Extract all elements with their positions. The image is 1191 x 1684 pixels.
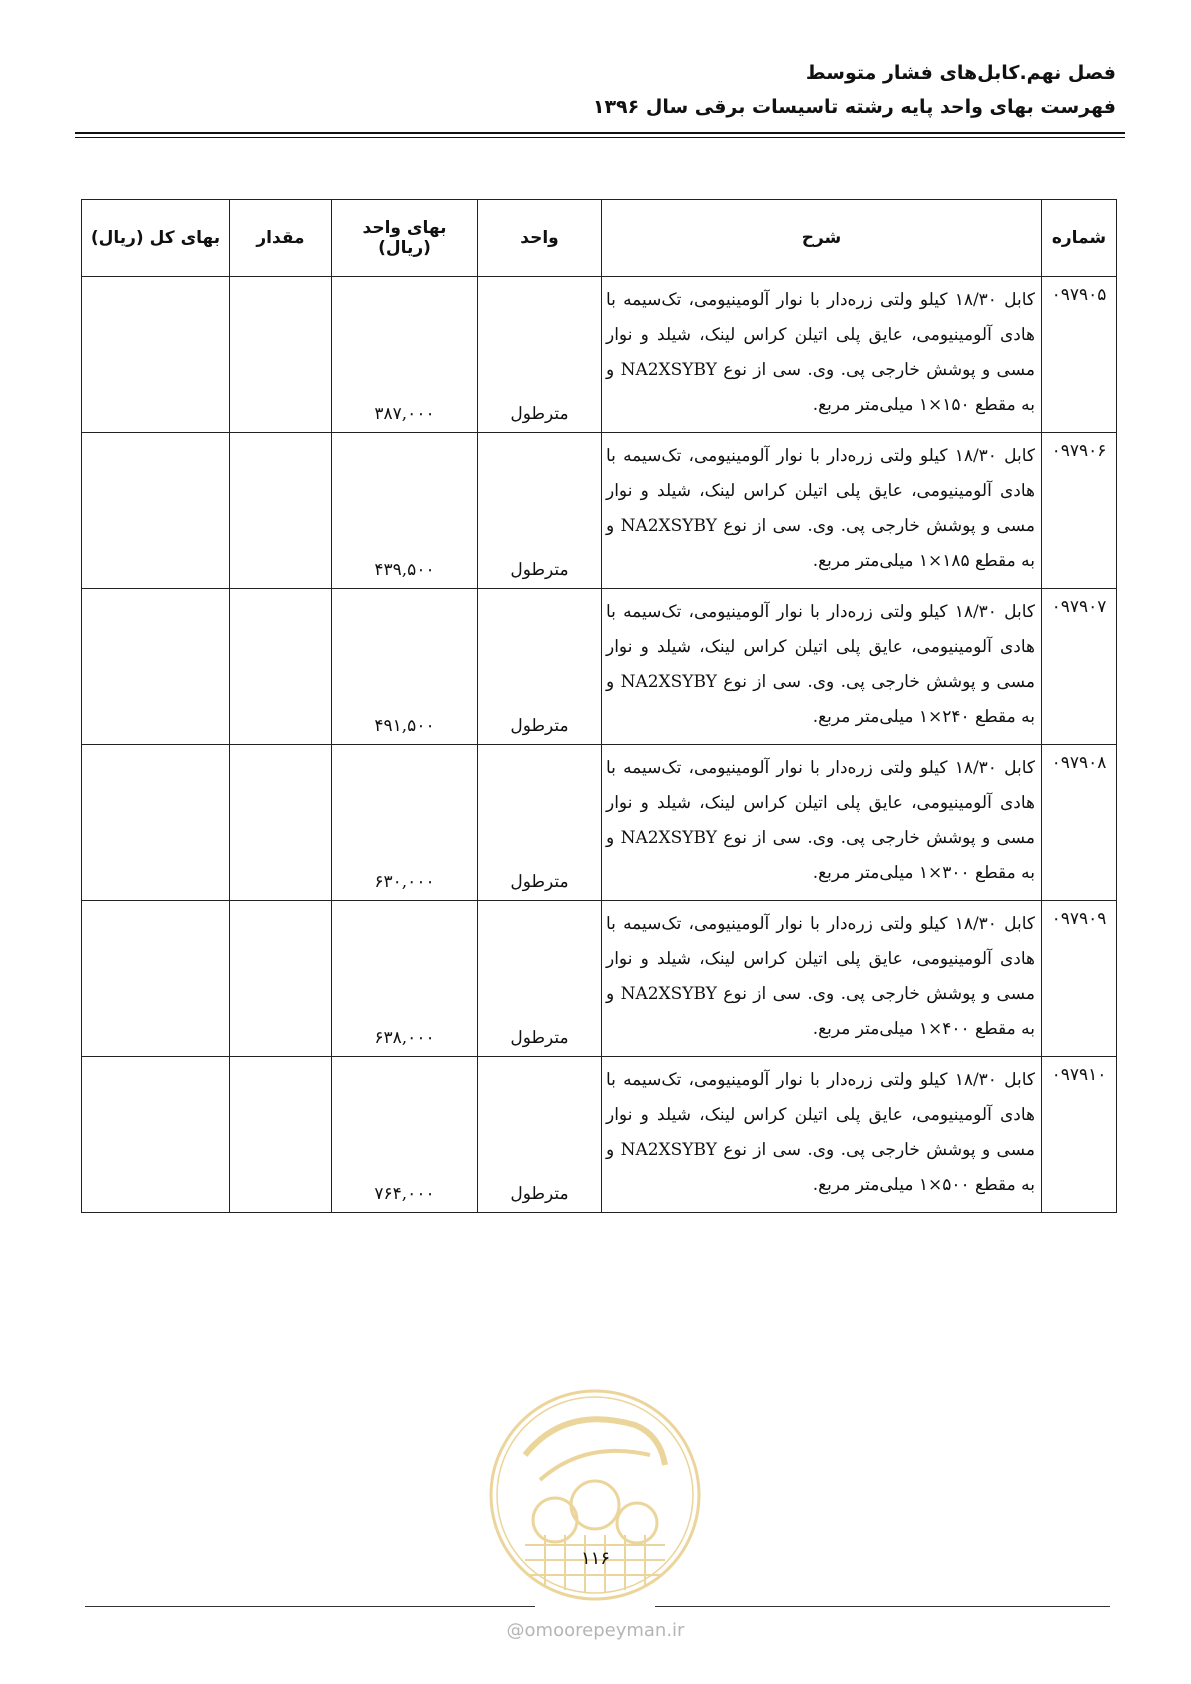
- table-row: [82, 1057, 1117, 1213]
- item-code: ۰۹۷۹۱۰: [1042, 1057, 1117, 1213]
- omoor-peyman-seal-logo: [485, 1385, 705, 1605]
- item-description-text: کابل ۱۸/۳۰ کیلو ولتی زره‌دار با نوار آلومینیومی، تک‌سیمه با هادی آلومینیومی، عایق پلی اتیلن کراس لینک، شیلد و نوار مسی و پوشش خارجی پی. وی. سی از نوع NA2XSYBY و به مقطع ۴۰۰×۱ میلی‌متر مربع.: [606, 914, 1035, 1039]
- website-watermark: @omoorepeyman.ir: [506, 1620, 685, 1641]
- table-row: [82, 277, 1117, 433]
- item-unit-price: ۳۸۷,۰۰۰: [332, 277, 478, 433]
- item-unit: مترطول: [478, 277, 602, 433]
- item-total: [82, 277, 230, 433]
- item-unit: مترطول: [478, 745, 602, 901]
- table-row: [82, 589, 1117, 745]
- column-header-unit-price: [332, 200, 478, 277]
- item-unit: مترطول: [478, 1057, 602, 1213]
- document-title: فهرست بهای واحد پایه رشته تاسیسات برقی سال ۱۳۹۶: [592, 96, 1116, 118]
- chapter-title: فصل نهم.کابل‌های فشار متوسط: [805, 62, 1116, 84]
- table-row: [82, 901, 1117, 1057]
- item-description: [602, 433, 1042, 589]
- header-rule-thin: [75, 137, 1125, 138]
- item-description: [602, 745, 1042, 901]
- item-quantity: [230, 433, 332, 589]
- item-total: [82, 901, 230, 1057]
- header-rule-thick: [75, 132, 1125, 134]
- item-description-text: کابل ۱۸/۳۰ کیلو ولتی زره‌دار با نوار آلومینیومی، تک‌سیمه با هادی آلومینیومی، عایق پلی اتیلن کراس لینک، شیلد و نوار مسی و پوشش خارجی پی. وی. سی از نوع NA2XSYBY و به مقطع ۳۰۰×۱ میلی‌متر مربع.: [606, 758, 1035, 883]
- unit-price-header-line2: (ریال): [378, 238, 431, 258]
- item-description-text: کابل ۱۸/۳۰ کیلو ولتی زره‌دار با نوار آلومینیومی، تک‌سیمه با هادی آلومینیومی، عایق پلی اتیلن کراس لینک، شیلد و نوار مسی و پوشش خارجی پی. وی. سی از نوع NA2XSYBY و به مقطع ۱۵۰×۱ میلی‌متر مربع.: [606, 290, 1035, 415]
- item-description-text: کابل ۱۸/۳۰ کیلو ولتی زره‌دار با نوار آلومینیومی، تک‌سیمه با هادی آلومینیومی، عایق پلی اتیلن کراس لینک، شیلد و نوار مسی و پوشش خارجی پی. وی. سی از نوع NA2XSYBY و به مقطع ۱۸۵×۱ میلی‌متر مربع.: [606, 446, 1035, 571]
- page-number: ۱۱۶: [580, 1548, 610, 1569]
- item-unit-price: ۶۳۸,۰۰۰: [332, 901, 478, 1057]
- item-unit-price: ۶۳۰,۰۰۰: [332, 745, 478, 901]
- item-unit-price: ۷۶۴,۰۰۰: [332, 1057, 478, 1213]
- item-unit: مترطول: [478, 901, 602, 1057]
- item-code: ۰۹۷۹۰۶: [1042, 433, 1117, 589]
- column-header-quantity: مقدار: [230, 200, 332, 277]
- table-header-row: [82, 200, 1117, 277]
- item-code: ۰۹۷۹۰۸: [1042, 745, 1117, 901]
- item-description: [602, 1057, 1042, 1213]
- item-quantity: [230, 901, 332, 1057]
- page-header: [66, 56, 1116, 124]
- item-unit-price: ۴۹۱,۵۰۰: [332, 589, 478, 745]
- item-quantity: [230, 589, 332, 745]
- item-quantity: [230, 745, 332, 901]
- item-total: [82, 589, 230, 745]
- column-header-code: شماره: [1042, 200, 1117, 277]
- item-total: [82, 1057, 230, 1213]
- item-unit-price: ۴۳۹,۵۰۰: [332, 433, 478, 589]
- footer-rule-left: [85, 1606, 535, 1607]
- item-description: [602, 277, 1042, 433]
- table-row: [82, 745, 1117, 901]
- item-quantity: [230, 1057, 332, 1213]
- item-description: [602, 901, 1042, 1057]
- item-code: ۰۹۷۹۰۹: [1042, 901, 1117, 1057]
- item-unit: مترطول: [478, 433, 602, 589]
- item-code: ۰۹۷۹۰۵: [1042, 277, 1117, 433]
- footer-rule-right: [655, 1606, 1110, 1607]
- item-description-text: کابل ۱۸/۳۰ کیلو ولتی زره‌دار با نوار آلومینیومی، تک‌سیمه با هادی آلومینیومی، عایق پلی اتیلن کراس لینک، شیلد و نوار مسی و پوشش خارجی پی. وی. سی از نوع NA2XSYBY و به مقطع ۵۰۰×۱ میلی‌متر مربع.: [606, 1070, 1035, 1195]
- price-list-table: [81, 199, 1117, 1213]
- item-quantity: [230, 277, 332, 433]
- item-description-text: کابل ۱۸/۳۰ کیلو ولتی زره‌دار با نوار آلومینیومی، تک‌سیمه با هادی آلومینیومی، عایق پلی اتیلن کراس لینک، شیلد و نوار مسی و پوشش خارجی پی. وی. سی از نوع NA2XSYBY و به مقطع ۲۴۰×۱ میلی‌متر مربع.: [606, 602, 1035, 727]
- item-code: ۰۹۷۹۰۷: [1042, 589, 1117, 745]
- item-total: [82, 745, 230, 901]
- item-total: [82, 433, 230, 589]
- item-unit: مترطول: [478, 589, 602, 745]
- column-header-total: بهای کل (ریال): [82, 200, 230, 277]
- table-row: [82, 433, 1117, 589]
- item-description: [602, 589, 1042, 745]
- column-header-unit: واحد: [478, 200, 602, 277]
- column-header-description: شرح: [602, 200, 1042, 277]
- unit-price-header-line1: بهای واحد: [362, 218, 447, 238]
